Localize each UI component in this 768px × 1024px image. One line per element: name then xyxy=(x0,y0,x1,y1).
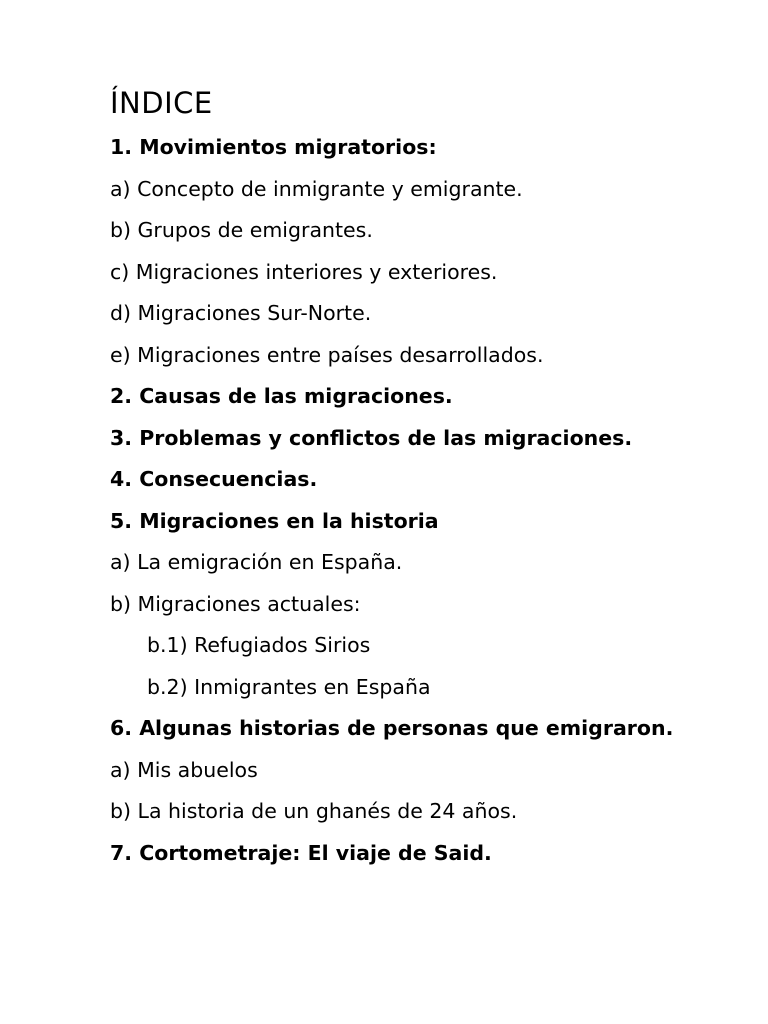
index-subitem: b) Grupos de emigrantes. xyxy=(110,218,373,242)
index-subitem: a) Mis abuelos xyxy=(110,757,258,782)
index-section-heading: 5. Migraciones en la historia xyxy=(110,508,439,533)
index-subitem: b) La historia de un ghanés de 24 años. xyxy=(110,799,518,823)
index-section-heading: 4. Consecuencias. xyxy=(110,467,318,491)
index-subitem: d) Migraciones Sur-Norte. xyxy=(110,301,372,325)
index-subitem: c) Migraciones interiores y exteriores. xyxy=(110,259,498,284)
index-subitem: a) Concepto de inmigrante y emigrante. xyxy=(110,176,523,201)
index-section-heading: 2. Causas de las migraciones. xyxy=(110,384,453,408)
index-subitem: e) Migraciones entre países desarrollados. xyxy=(110,342,544,367)
index-section-heading: 1. Movimientos migratorios: xyxy=(110,135,437,159)
index-subitem: a) La emigración en España. xyxy=(110,550,403,574)
index-section-heading: 7. Cortometraje: El viaje de Said. xyxy=(110,840,492,865)
page-title: ÍNDICE xyxy=(110,86,213,120)
document-page xyxy=(110,85,710,880)
index-list xyxy=(110,133,710,868)
index-subitem: b.2) Inmigrantes en España xyxy=(147,674,431,699)
index-section-heading: 6. Algunas historias de personas que emigraron. xyxy=(110,716,674,740)
index-subitem: b.1) Refugiados Sirios xyxy=(147,633,371,657)
index-subitem: b) Migraciones actuales: xyxy=(110,591,361,616)
index-section-heading: 3. Problemas y conflictos de las migraciones. xyxy=(110,425,633,450)
